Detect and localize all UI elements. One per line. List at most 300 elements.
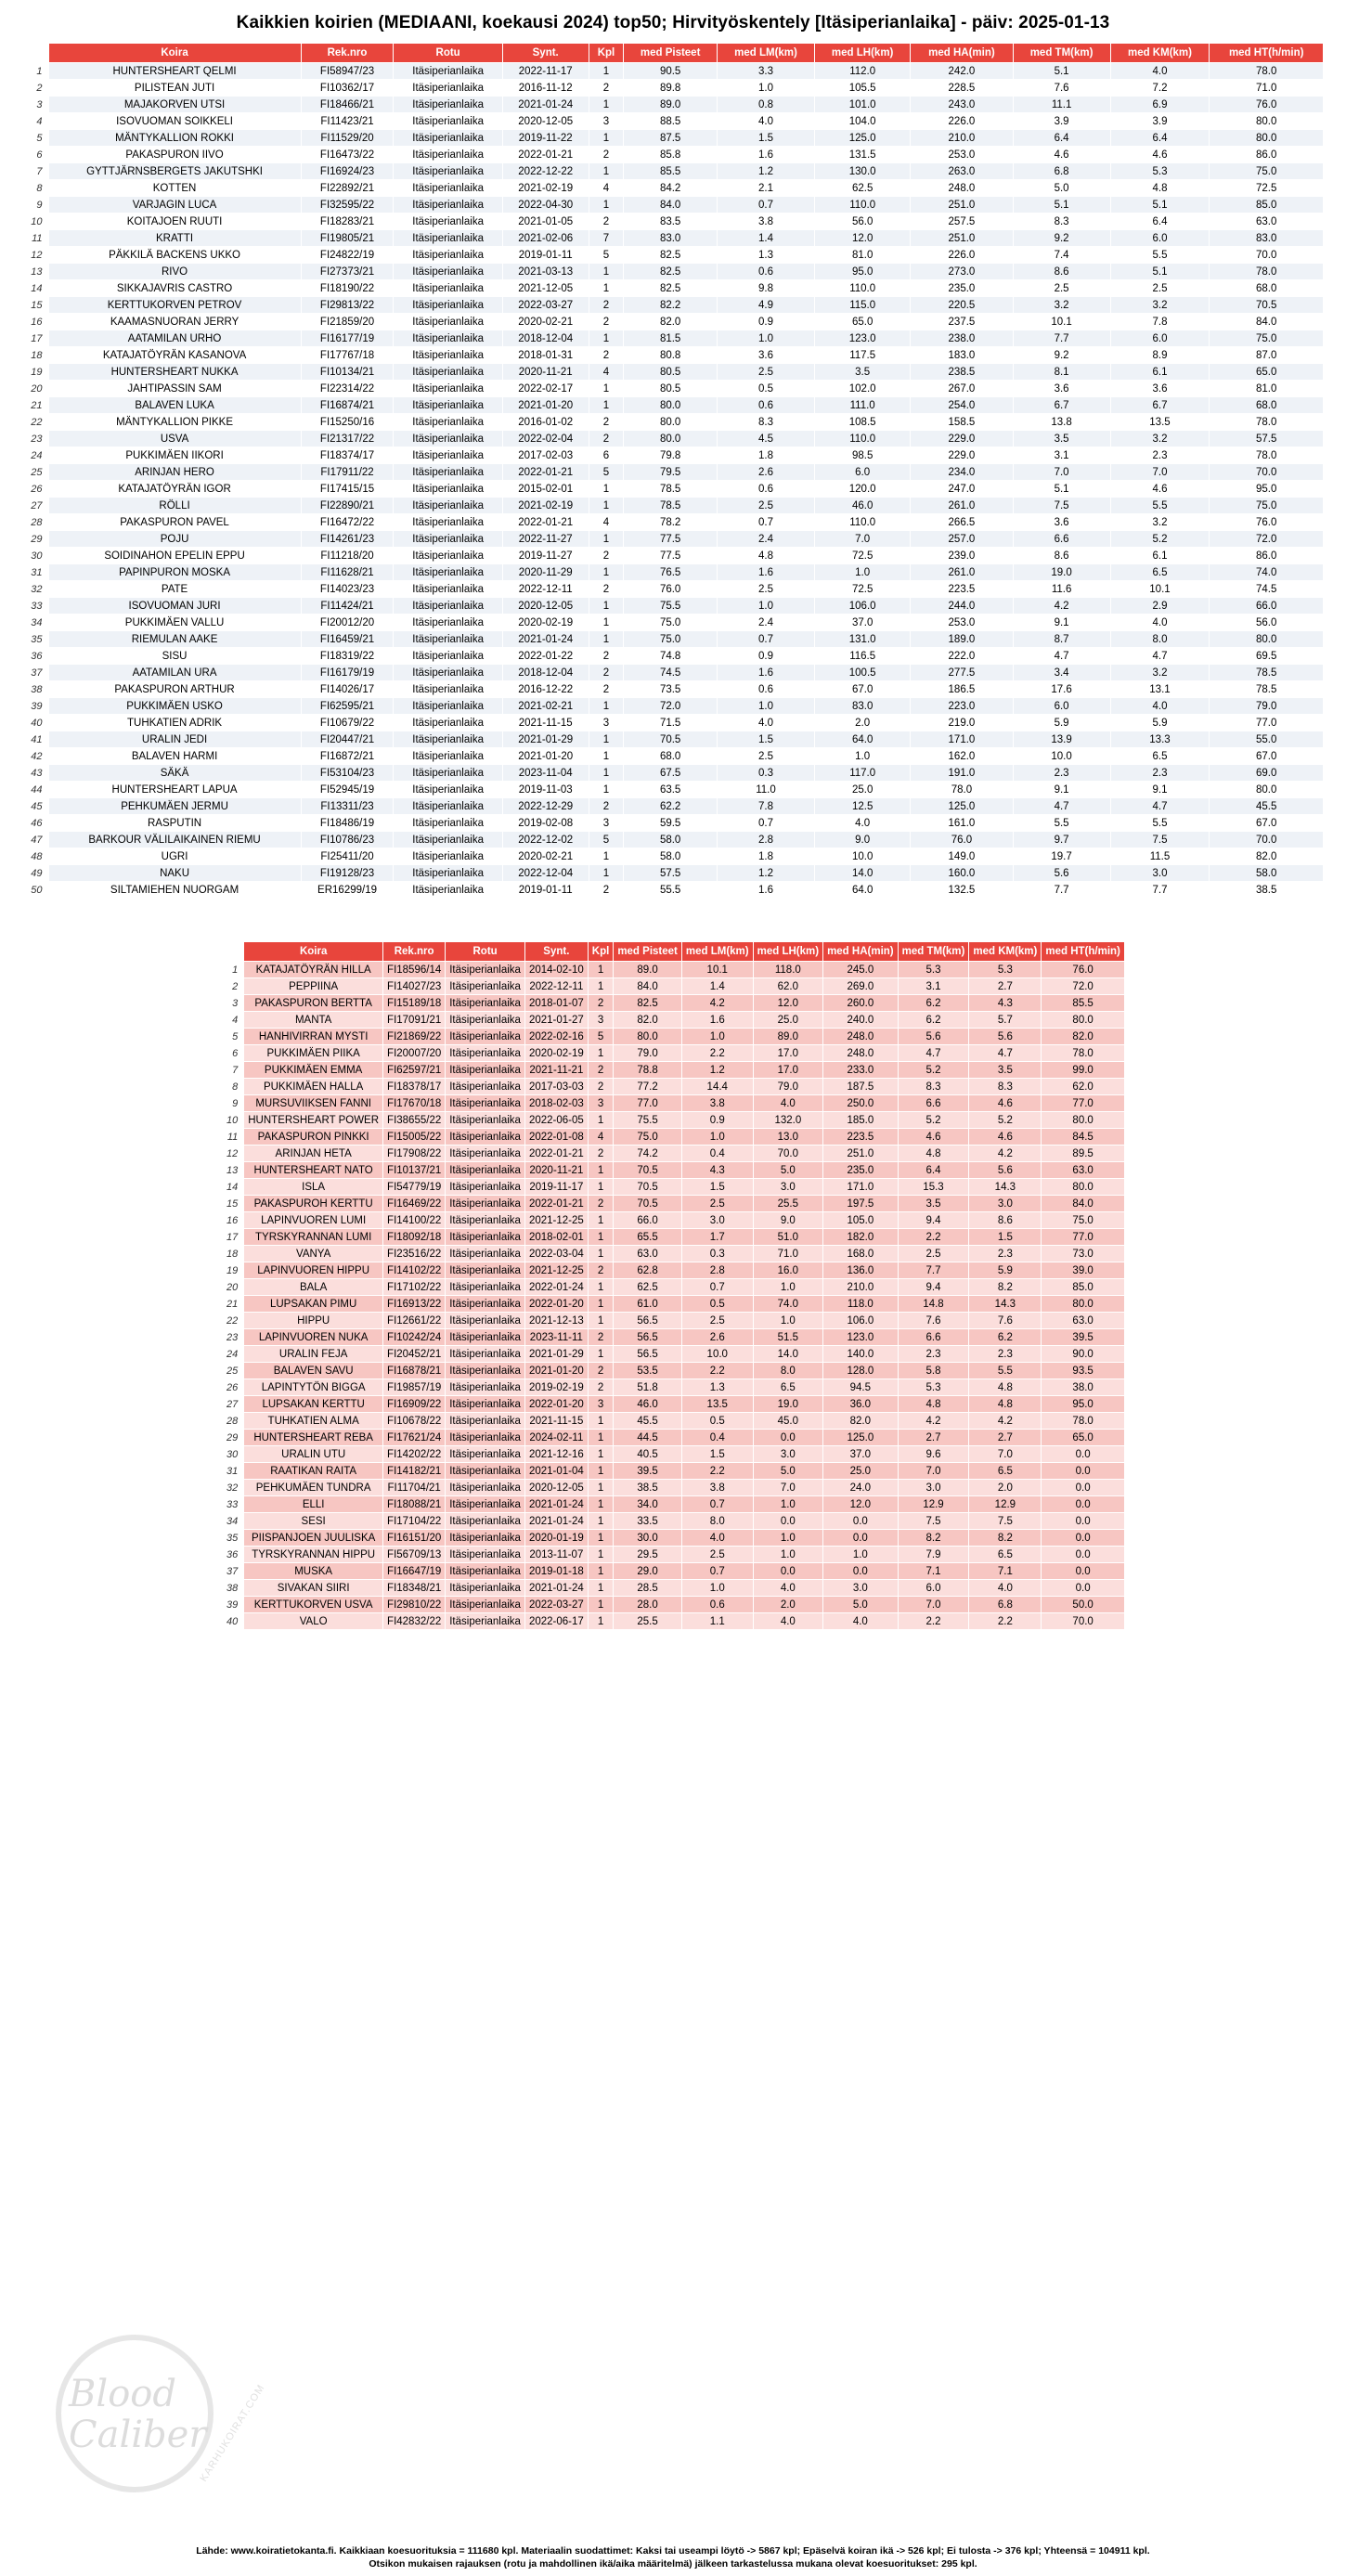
data-cell: 8.3 [969,1079,1042,1095]
data-cell: 89.0 [624,97,718,113]
data-cell: 2019-11-17 [524,1179,588,1196]
dog-name-cell: PILISTEAN JUTI [48,80,301,97]
data-cell: Itäsiperianlaika [446,1480,525,1496]
data-cell: 85.5 [1042,995,1125,1012]
data-cell: 3.0 [681,1212,753,1229]
data-cell: Itäsiperianlaika [394,681,502,698]
data-cell: 3.0 [753,1179,822,1196]
data-cell: FI20012/20 [301,615,394,631]
dog-name-cell: MÄNTYKALLION ROKKI [48,130,301,147]
row-rank: 33 [22,598,48,615]
dog-name-cell: KRATTI [48,230,301,247]
data-cell: 95.0 [1042,1396,1125,1413]
data-cell: FI21869/22 [383,1029,446,1045]
data-cell: Itäsiperianlaika [446,1012,525,1029]
data-cell: 80.0 [1042,1296,1125,1313]
row-rank: 39 [22,698,48,715]
data-cell: 4.6 [898,1129,969,1146]
data-cell: FI16473/22 [301,147,394,163]
table-row [223,1496,1124,1513]
data-cell: 1 [588,1430,614,1446]
data-cell: 74.0 [1210,564,1324,581]
data-cell: 81.5 [624,330,718,347]
table-row [223,1246,1124,1262]
header2-synt: Synt. [524,942,588,962]
data-cell: FI11424/21 [301,598,394,615]
data-cell: 8.2 [969,1530,1042,1547]
table-row [22,414,1324,431]
data-cell: FI10678/22 [383,1413,446,1430]
data-cell: 80.0 [624,414,718,431]
data-cell: 1 [588,1212,614,1229]
data-cell: 219.0 [911,715,1013,731]
header-reknro: Rek.nro [301,44,394,63]
data-cell: FI16459/21 [301,631,394,648]
row-rank: 32 [22,581,48,598]
data-cell: 2018-12-04 [502,665,589,681]
data-cell: 74.5 [1210,581,1324,598]
data-cell: 4.7 [1110,798,1210,815]
header-kpl: Kpl [589,44,624,63]
data-cell: 8.0 [1110,631,1210,648]
dog-name-cell: POJU [48,531,301,548]
data-cell: 1 [589,615,624,631]
data-cell: 4.6 [969,1095,1042,1112]
data-cell: FI22314/22 [301,381,394,397]
data-cell: 2 [589,147,624,163]
data-cell: 7.1 [898,1563,969,1580]
data-cell: Itäsiperianlaika [446,1346,525,1363]
data-cell: 2.5 [681,1547,753,1563]
data-cell: 68.0 [1210,280,1324,297]
data-cell: 125.0 [823,1430,899,1446]
data-cell: 71.0 [1210,80,1324,97]
data-cell: 8.3 [1013,214,1110,230]
data-cell: 2022-06-17 [524,1613,588,1630]
row-rank: 23 [223,1329,244,1346]
row-rank: 19 [223,1262,244,1279]
data-cell: 80.0 [1042,1112,1125,1129]
dog-name-cell: BALAVEN LUKA [48,397,301,414]
data-cell: 2 [589,214,624,230]
data-cell: 1 [589,130,624,147]
data-cell: 5.5 [1110,247,1210,264]
data-cell: 1.0 [753,1530,822,1547]
data-cell: 2021-11-15 [524,1413,588,1430]
dog-name-cell: HUNTERSHEART POWER [244,1112,383,1129]
data-cell: 0.0 [1042,1480,1125,1496]
data-cell: 75.0 [614,1129,682,1146]
data-cell: Itäsiperianlaika [446,962,525,978]
table-row [223,1112,1124,1129]
data-cell: Itäsiperianlaika [446,1430,525,1446]
table-row [223,962,1124,978]
data-cell: 2022-12-29 [502,798,589,815]
data-cell: 2018-01-31 [502,347,589,364]
data-cell: 160.0 [911,865,1013,882]
data-cell: Itäsiperianlaika [394,798,502,815]
data-cell: 1.0 [823,1547,899,1563]
data-cell: 2019-02-19 [524,1379,588,1396]
data-cell: 3.6 [1013,514,1110,531]
data-cell: 10.0 [1013,748,1110,765]
data-cell: 2016-01-02 [502,414,589,431]
data-cell: Itäsiperianlaika [394,397,502,414]
data-cell: 82.5 [624,264,718,280]
data-cell: FI38655/22 [383,1112,446,1129]
rank-header [22,44,48,63]
data-cell: 3.3 [717,63,814,80]
row-rank: 7 [22,163,48,180]
data-cell: 89.8 [624,80,718,97]
data-cell: 4.0 [823,1613,899,1630]
table-row [22,364,1324,381]
data-cell: Itäsiperianlaika [446,995,525,1012]
data-cell: 50.0 [1042,1597,1125,1613]
dog-name-cell: LAPINTYTÖN BIGGA [244,1379,383,1396]
dog-name-cell: PUKKIMÄEN HALLA [244,1079,383,1095]
data-cell: 10.1 [681,962,753,978]
data-cell: 84.2 [624,180,718,197]
table-row [22,665,1324,681]
row-rank: 30 [22,548,48,564]
dog-name-cell: KOTTEN [48,180,301,197]
data-cell: Itäsiperianlaika [446,1162,525,1179]
header-pisteet: med Pisteet [624,44,718,63]
data-cell: FI17670/18 [383,1095,446,1112]
data-cell: Itäsiperianlaika [446,1045,525,1062]
data-cell: 273.0 [911,264,1013,280]
table-row [223,1446,1124,1463]
data-cell: 6.8 [969,1597,1042,1613]
data-cell: 100.5 [815,665,911,681]
data-cell: 93.5 [1042,1363,1125,1379]
data-cell: 128.0 [823,1363,899,1379]
data-cell: 7.1 [969,1563,1042,1580]
dog-name-cell: LAPINVUOREN LUMI [244,1212,383,1229]
table-row [22,581,1324,598]
data-cell: FI14100/22 [383,1212,446,1229]
data-cell: Itäsiperianlaika [446,1513,525,1530]
data-cell: 2022-11-27 [502,531,589,548]
data-cell: FI17911/22 [301,464,394,481]
data-cell: Itäsiperianlaika [446,1296,525,1313]
data-cell: 2 [588,1262,614,1279]
data-cell: 3.2 [1110,665,1210,681]
data-cell: 7.5 [969,1513,1042,1530]
data-cell: 6.4 [1110,130,1210,147]
data-cell: 2022-02-04 [502,431,589,447]
data-cell: 1 [589,381,624,397]
data-cell: 88.5 [624,113,718,130]
data-cell: 3.5 [898,1196,969,1212]
data-cell: 6.2 [898,1012,969,1029]
data-cell: 2.3 [969,1346,1042,1363]
data-cell: 46.0 [614,1396,682,1413]
data-cell: 8.0 [753,1363,822,1379]
data-cell: 6 [589,447,624,464]
data-cell: 95.0 [1210,481,1324,498]
watermark-circle [56,2335,214,2492]
data-cell: 110.0 [815,431,911,447]
row-rank: 47 [22,832,48,848]
table-row [223,1513,1124,1530]
data-cell: 6.7 [1110,397,1210,414]
data-cell: 1 [588,962,614,978]
data-cell: FI16874/21 [301,397,394,414]
data-cell: 4.2 [969,1146,1042,1162]
data-cell: 13.0 [753,1129,822,1146]
data-cell: Itäsiperianlaika [394,765,502,782]
data-cell: 1.0 [753,1279,822,1296]
data-cell: 2022-02-17 [502,381,589,397]
dog-name-cell: AATAMILAN URHO [48,330,301,347]
dog-name-cell: TYRSKYRANNAN HIPPU [244,1547,383,1563]
dog-name-cell: SÄKÄ [48,765,301,782]
data-cell: 223.5 [911,581,1013,598]
data-cell: 2.2 [681,1045,753,1062]
data-cell: 0.0 [1042,1446,1125,1463]
data-cell: FI11529/20 [301,130,394,147]
data-cell: 3.2 [1013,297,1110,314]
data-cell: 1 [589,782,624,798]
data-cell: 245.0 [823,962,899,978]
data-cell: 9.8 [717,280,814,297]
data-cell: 125.0 [911,798,1013,815]
data-cell: Itäsiperianlaika [446,1313,525,1329]
data-cell: 5.5 [1013,815,1110,832]
data-cell: 45.5 [1210,798,1324,815]
data-cell: 58.0 [624,832,718,848]
data-cell: 2.4 [717,531,814,548]
data-cell: 2021-12-05 [502,280,589,297]
data-cell: 56.0 [815,214,911,230]
data-cell: 1 [589,498,624,514]
dog-name-cell: KATAJATÖYRÄN KASANOVA [48,347,301,364]
data-cell: 12.9 [969,1496,1042,1513]
data-cell: FI14023/23 [301,581,394,598]
data-cell: 6.5 [969,1463,1042,1480]
data-cell: 77.0 [1210,715,1324,731]
data-cell: FI14202/22 [383,1446,446,1463]
data-cell: Itäsiperianlaika [394,464,502,481]
data-cell: 94.5 [823,1379,899,1396]
row-rank: 25 [223,1363,244,1379]
data-cell: 58.0 [624,848,718,865]
data-cell: 2020-11-21 [502,364,589,381]
data-cell: 6.4 [1013,130,1110,147]
data-cell: 4.0 [969,1580,1042,1597]
row-rank: 40 [22,715,48,731]
row-rank: 33 [223,1496,244,1513]
dog-name-cell: PEHKUMÄEN JERMU [48,798,301,815]
data-cell: 2021-11-21 [524,1062,588,1079]
data-cell: 0.0 [1042,1513,1125,1530]
dog-name-cell: MUSKA [244,1563,383,1580]
table-row [22,113,1324,130]
data-cell: 70.0 [1042,1613,1125,1630]
table-row [22,314,1324,330]
data-cell: 2.2 [898,1613,969,1630]
data-cell: 40.5 [614,1446,682,1463]
data-cell: 1 [588,1613,614,1630]
data-cell: 4.2 [681,995,753,1012]
data-cell: 2019-01-11 [502,882,589,899]
data-cell: 105.5 [815,80,911,97]
data-cell: 2 [588,1079,614,1095]
data-cell: 105.0 [823,1212,899,1229]
data-cell: 2.6 [681,1329,753,1346]
table-row [22,882,1324,899]
data-cell: 1 [589,698,624,715]
data-cell: 1 [589,481,624,498]
dog-name-cell: MAJAKORVEN UTSI [48,97,301,113]
table-row [223,1146,1124,1162]
dog-name-cell: HUNTERSHEART LAPUA [48,782,301,798]
data-cell: 10.0 [815,848,911,865]
data-cell: 14.0 [815,865,911,882]
row-rank: 21 [223,1296,244,1313]
data-cell: 2021-11-15 [502,715,589,731]
data-cell: 5.0 [753,1463,822,1480]
data-cell: 99.0 [1042,1062,1125,1079]
row-rank: 48 [22,848,48,865]
dog-name-cell: PUKKIMÄEN IIKORI [48,447,301,464]
data-cell: 2017-02-03 [502,447,589,464]
data-cell: 1 [588,1597,614,1613]
data-cell: 56.5 [614,1329,682,1346]
data-cell: 3.2 [1110,514,1210,531]
data-cell: 257.0 [911,531,1013,548]
data-cell: 69.0 [1210,765,1324,782]
data-cell: 62.0 [1042,1079,1125,1095]
data-cell: 0.0 [1042,1580,1125,1597]
data-cell: 0.0 [823,1513,899,1530]
data-cell: 1.4 [681,978,753,995]
data-cell: 3 [588,1095,614,1112]
data-cell: 4.3 [969,995,1042,1012]
data-cell: 248.0 [823,1045,899,1062]
data-cell: Itäsiperianlaika [394,197,502,214]
dog-name-cell: ISOVUOMAN JURI [48,598,301,615]
data-cell: 83.0 [1210,230,1324,247]
data-cell: 14.3 [969,1179,1042,1196]
data-cell: FI18088/21 [383,1496,446,1513]
footer-line-2: Otsikon mukaisen rajauksen (rotu ja mahdollinen ikä/aika määritelmä) jälkeen tarkastelussa mukana olevat koesuoritukset: 295 kpl. [369,2558,977,2570]
data-cell: 4.2 [969,1413,1042,1430]
data-cell: 2.0 [815,715,911,731]
dog-name-cell: HUNTERSHEART NATO [244,1162,383,1179]
data-cell: 79.5 [624,464,718,481]
data-cell: Itäsiperianlaika [394,665,502,681]
data-cell: 70.0 [1210,247,1324,264]
data-cell: Itäsiperianlaika [394,80,502,97]
data-cell: 235.0 [911,280,1013,297]
data-cell: 120.0 [815,481,911,498]
data-cell: 0.0 [753,1563,822,1580]
data-cell: 82.5 [614,995,682,1012]
dog-name-cell: ELLI [244,1496,383,1513]
data-cell: 7.6 [969,1313,1042,1329]
data-cell: FI12661/22 [383,1313,446,1329]
data-cell: 5.1 [1110,264,1210,280]
data-cell: 130.0 [815,163,911,180]
table-row [223,1313,1124,1329]
data-cell: 8.3 [717,414,814,431]
data-cell: 251.0 [911,230,1013,247]
data-cell: 254.0 [911,397,1013,414]
table-row [22,514,1324,531]
data-cell: 8.0 [681,1513,753,1530]
data-cell: 77.5 [624,531,718,548]
table-row [22,163,1324,180]
data-cell: 5.3 [969,962,1042,978]
data-cell: 0.3 [717,765,814,782]
data-cell: 1 [588,1313,614,1329]
data-cell: 3.9 [1110,113,1210,130]
data-cell: 78.0 [1210,264,1324,280]
data-cell: 3.2 [1110,297,1210,314]
data-cell: 6.5 [753,1379,822,1396]
data-cell: 38.0 [1042,1379,1125,1396]
data-cell: 11.1 [1013,97,1110,113]
data-cell: 5 [589,832,624,848]
data-cell: Itäsiperianlaika [394,63,502,80]
data-cell: 240.0 [823,1012,899,1029]
data-cell: 112.0 [815,63,911,80]
data-cell: Itäsiperianlaika [394,347,502,364]
data-cell: 5.9 [969,1262,1042,1279]
data-cell: 7.0 [1110,464,1210,481]
data-cell: 5.9 [1110,715,1210,731]
data-cell: 4.7 [1013,648,1110,665]
data-cell: 78.5 [1210,681,1324,698]
table-row [22,247,1324,264]
rank-header-2 [223,942,244,962]
data-cell: 4.8 [969,1396,1042,1413]
data-cell: 2 [589,665,624,681]
header-ht: med HT(h/min) [1210,44,1324,63]
data-cell: 45.0 [753,1413,822,1430]
data-cell: Itäsiperianlaika [394,113,502,130]
table-row [22,598,1324,615]
data-cell: 277.5 [911,665,1013,681]
data-cell: 13.5 [1110,414,1210,431]
dog-name-cell: ARINJAN HERO [48,464,301,481]
data-cell: FI20007/20 [383,1045,446,1062]
data-cell: 1.6 [717,564,814,581]
data-cell: 76.0 [1042,962,1125,978]
dog-name-cell: ISOVUOMAN SOIKKELI [48,113,301,130]
data-cell: 125.0 [815,130,911,147]
data-cell: 45.5 [614,1413,682,1430]
data-cell: 257.5 [911,214,1013,230]
table-row [223,1262,1124,1279]
header2-koira: Koira [244,942,383,962]
data-cell: 82.0 [624,314,718,330]
dog-name-cell: PUKKIMÄEN USKO [48,698,301,715]
row-rank: 34 [22,615,48,631]
table1-header [22,44,1324,63]
row-rank: 38 [223,1580,244,1597]
data-cell: 171.0 [823,1179,899,1196]
data-cell: FI14027/23 [383,978,446,995]
table-row [22,698,1324,715]
dog-name-cell: GYTTJÄRNSBERGETS JAKUTSHKI [48,163,301,180]
dog-name-cell: KERTTUKORVEN PETROV [48,297,301,314]
data-cell: 5 [589,464,624,481]
data-cell: 6.5 [969,1547,1042,1563]
